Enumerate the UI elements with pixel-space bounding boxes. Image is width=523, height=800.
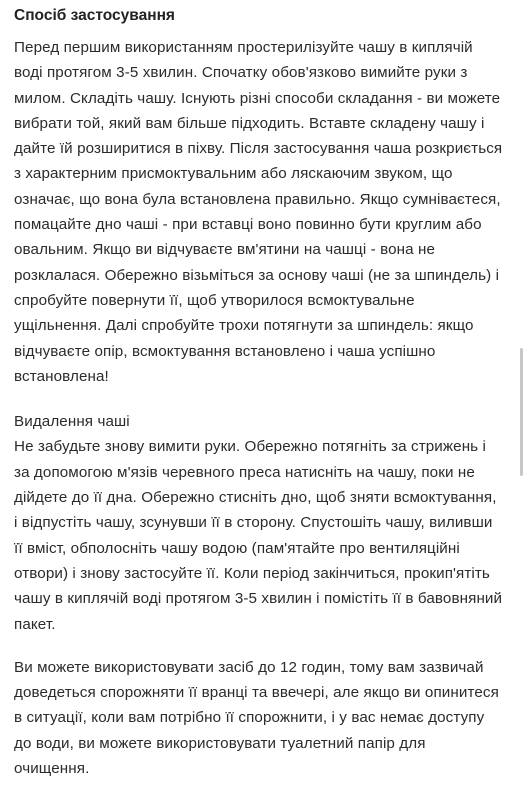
duration-paragraph: Ви можете використовувати засіб до 12 годин, тому вам зазвичай доведеться спорожняти її вранці та ввечері, але якщо ви опинитеся в ситуації, коли вам потрібно її спорожнити, і у вас немає доступу до води, ви можете використовувати туалетний папір для очищення.: [14, 658, 499, 778]
article-content: [14, 0, 504, 781]
usage-paragraph: Перед першим використанням простерилізуйте чашу в киплячій воді протягом 3-5 хвилин. Спочатку обов'язково вимийте руки з милом. Складіть чашу. Існують різні способи складання - ви можете вибрати той, який вам більше підходить. Вставте складену чашу і дайте їй розширитися в піхву. Після застосування чаша розкриється з характерним присмоктувальним або ляскаючим звуком, що означає, що вона була встановлена правильно. Якщо сумніваєтеся, помацайте дно чаші - при вставці воно повинно бути круглим або овальним. Якщо ви відчуваєте вм'ятини на чашці - вона не розклалася. Обережно візьміться за основу чаші (не за шпиндель) і спробуйте повернути її, щоб утворилося всмоктувальне ущільнення. Далі спробуйте трохи потягнути за шпиндель: якщо відчуваєте опір, всмоктування встановлено і чаша успішно встановлена!: [14, 39, 503, 385]
removal-subheading: Видалення чаші: [14, 413, 130, 431]
removal-paragraph: [14, 409, 504, 637]
section-title: Спосіб застосування: [14, 7, 175, 24]
removal-text: Не забудьте знову вимити руки. Обережно потягніть за стрижень і за допомогою м'язів черевного преса натисніть на чашу, поки не дійдете до її дна. Обережно стисніть дно, щоб зняти всмоктування, і відпустіть чашу, зсунувши її в сторону. Спустошіть чашу, виливши її вміст, обполосніть чашу водою (пам'ятайте про вентиляційні отвори) і знову застосуйте її. Коли період закінчиться, прокип'ятіть чашу в киплячій воді протягом 3-5 хвилин і помістіть її в бавовняний пакет.: [14, 438, 503, 633]
